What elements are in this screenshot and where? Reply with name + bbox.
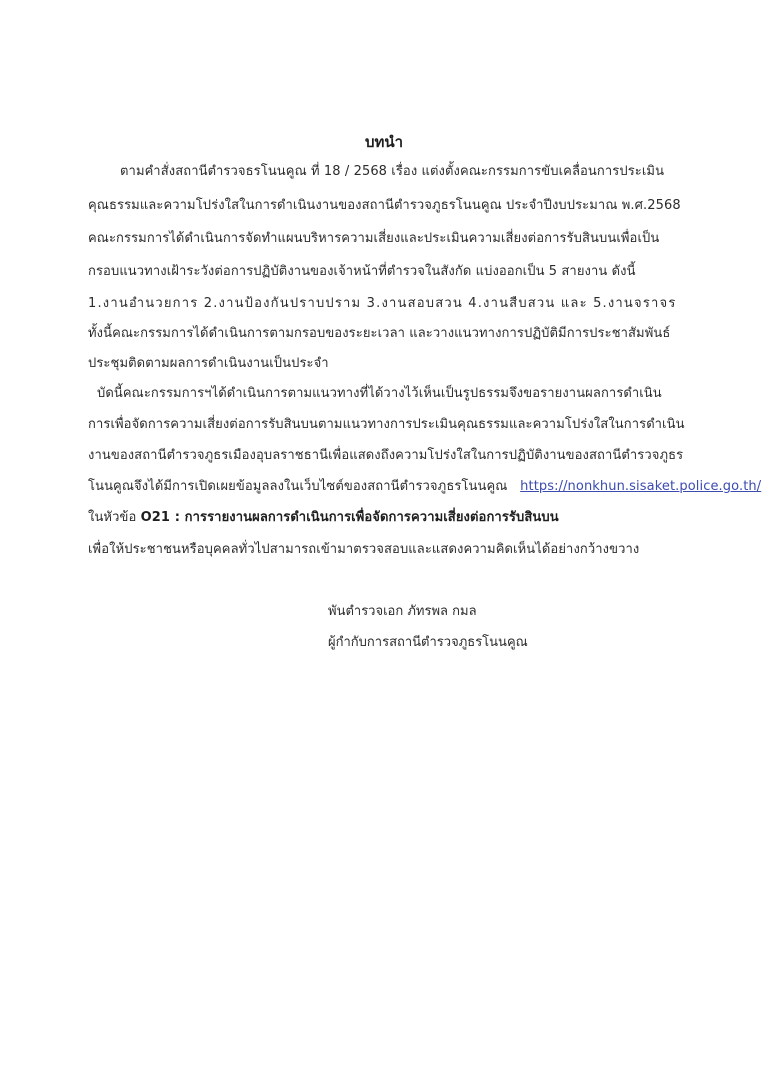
signature-position: ผู้กำกับการสถานีตำรวจภูธรโนนคูณ: [328, 635, 528, 650]
paragraph2-line-2: การเพื่อจัดการความเสี่ยงต่อการรับสินบนตามแนวทางการประเมินคุณธรรมและความโปร่งใสในการดำเนิน: [88, 417, 685, 432]
paragraph1-line-1: ตามคำสั่งสถานีตำรวจธรโนนคูณ ที่ 18 / 2568 เรื่อง แต่งตั้งคณะกรรมการขับเคลื่อนการประเมิน: [120, 164, 665, 179]
topic-title: O21 : การรายงานผลการดำเนินการเพื่อจัดการความเสี่ยงต่อการรับสินบน: [140, 510, 559, 525]
paragraph2-line-4-text: โนนคูณจึงได้มีการเปิดเผยข้อมูลลงในเว็บไซต์ของสถานีตำรวจภูธรโนนคูณ: [88, 479, 508, 494]
paragraph1-line-6: ทั้งนี้คณะกรรมการได้ดำเนินการตามกรอบของระยะเวลา และวางแนวทางการปฏิบัติมีการประชาสัมพันธ์: [88, 326, 671, 341]
topic-prefix: ในหัวข้อ: [88, 510, 141, 525]
website-link[interactable]: https://nonkhun.sisaket.police.go.th/: [520, 479, 762, 494]
paragraph2-line-1: บัดนี้คณะกรรมการฯได้ดำเนินการตามแนวทางที่ได้วางไว้เห็นเป็นรูปธรรมจึงขอรายงานผลการดำเนิน: [97, 386, 662, 401]
paragraph1-line-2: คุณธรรมและความโปร่งใสในการดำเนินงานของสถานีตำรวจภูธรโนนคูณ ประจำปีงบประมาณ พ.ศ.2568: [88, 198, 681, 213]
paragraph2-line-4: [88, 475, 761, 496]
closing-line: เพื่อให้ประชาชนหรือบุคคลทั่วไปสามารถเข้ามาตรวจสอบและแสดงความคิดเห็นได้อย่างกว้างขวาง: [88, 542, 640, 557]
paragraph2-line-3: งานของสถานีตำรวจภูธรเมืองอุบลราชธานีเพื่อแสดงถึงความโปร่งใสในการปฏิบัติงานของสถานีตำรวจภูธร: [88, 448, 684, 463]
signature-name: พันตำรวจเอก ภัทรพล กมล: [328, 604, 477, 619]
paragraph1-line-7: ประชุมติดตามผลการดำเนินงานเป็นประจำ: [88, 356, 329, 371]
document-title: บทนำ: [364, 133, 404, 151]
paragraph1-line-5: 1.งานอำนวยการ 2.งานป้องกันปราบปราม 3.งานสอบสวน 4.งานสืบสวน และ 5.งานจราจร: [88, 296, 677, 311]
paragraph1-line-3: คณะกรรมการได้ดำเนินการจัดทำแผนบริหารความเสี่ยงและประเมินความเสี่ยงต่อการรับสินบนเพื่อเป็น: [88, 231, 660, 246]
topic-line: [88, 506, 559, 527]
paragraph1-line-4: กรอบแนวทางเฝ้าระวังต่อการปฏิบัติงานของเจ้าหน้าที่ตำรวจในสังกัด แบ่งออกเป็น 5 สายงาน ดังนี้: [88, 264, 636, 279]
